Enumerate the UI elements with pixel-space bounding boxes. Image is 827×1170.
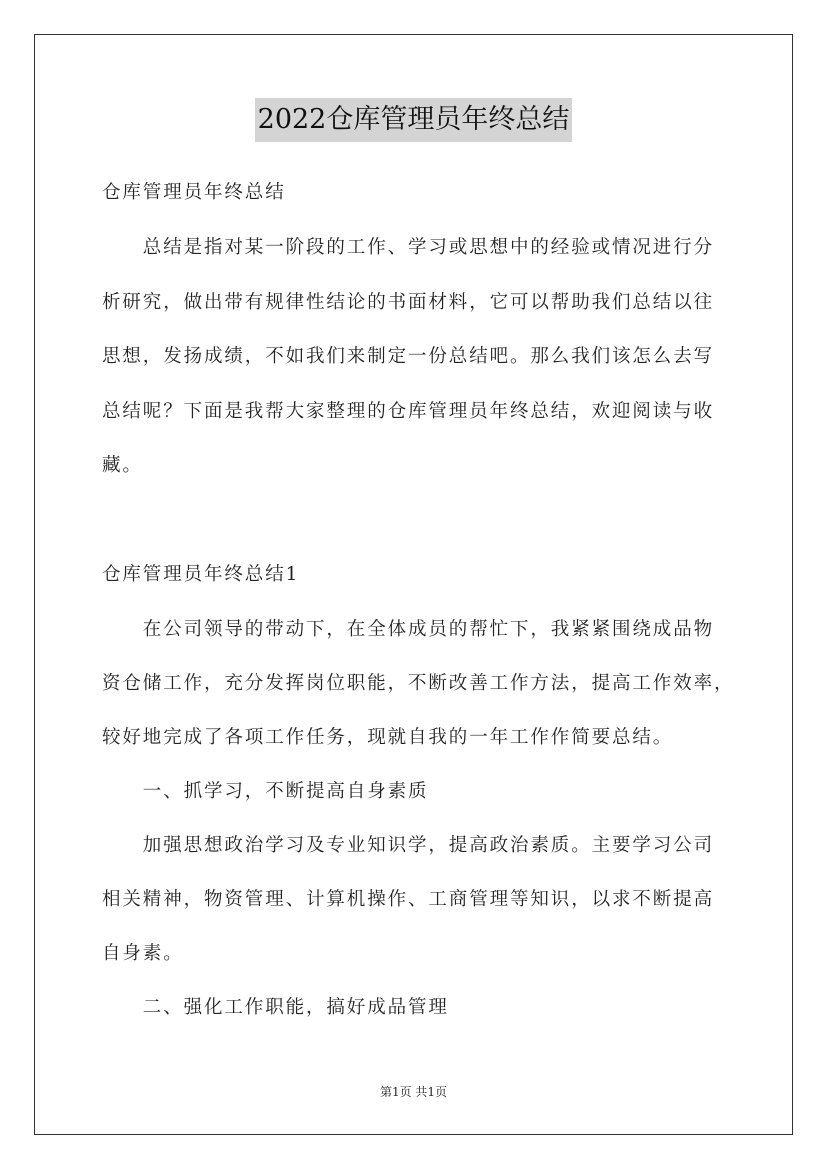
paragraph-line: 自身素。: [102, 943, 184, 964]
paragraph-line: 析研究，做出带有规律性结论的书面材料，它可以帮助我们总结以往: [102, 292, 715, 313]
section-heading: 仓库管理员年终总结1: [102, 564, 300, 585]
subsection-heading: 一、抓学习，不断提高自身素质: [102, 781, 429, 802]
paragraph-line: 在公司领导的带动下，在全体成员的帮忙下，我紧紧围绕成品物: [102, 619, 715, 640]
paragraph-line: 加强思想政治学习及专业知识学，提高政治素质。主要学习公司: [102, 835, 715, 856]
title-container: [0, 98, 827, 142]
paragraph-line: 思想，发扬成绩，不如我们来制定一份总结吧。那么我们该怎么去写: [102, 346, 715, 367]
subtitle-line: 仓库管理员年终总结: [102, 182, 286, 203]
paragraph-line: 总结呢？下面是我帮大家整理的仓库管理员年终总结，欢迎阅读与收: [102, 401, 715, 422]
paragraph-line: 相关精神，物资管理、计算机操作、工商管理等知识，以求不断提高: [102, 889, 715, 910]
paragraph-line: 藏。: [102, 455, 143, 476]
page-footer: 第1页 共1页: [379, 1085, 448, 1099]
paragraph-line: 总结是指对某一阶段的工作、学习或思想中的经验或情况进行分: [102, 237, 715, 258]
document-title: 2022仓库管理员年终总结: [255, 98, 573, 142]
subsection-heading: 二、强化工作职能，搞好成品管理: [102, 997, 449, 1018]
paragraph-line: 资仓储工作，充分发挥岗位职能，不断改善工作方法，提高工作效率，: [102, 673, 735, 694]
paragraph-line: 较好地完成了各项工作任务，现就自我的一年工作作简要总结。: [102, 727, 674, 748]
